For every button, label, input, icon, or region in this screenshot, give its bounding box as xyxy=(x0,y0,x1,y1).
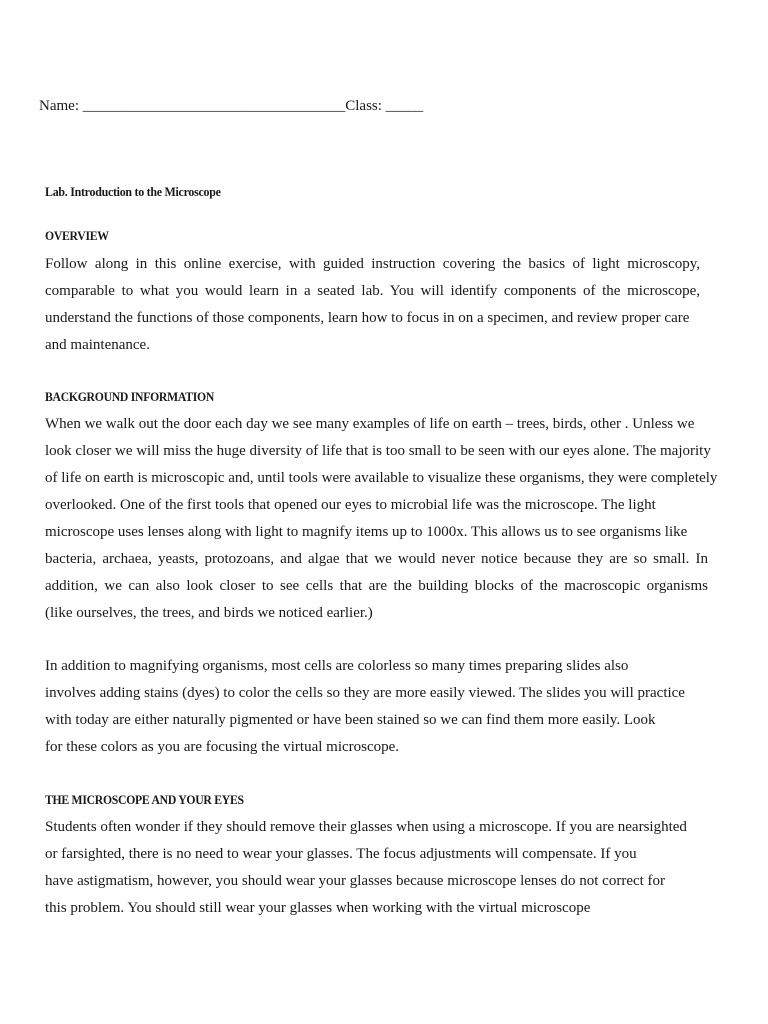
stains-line: In addition to magnifying organisms, most cells are colorless so many times preparing slides also xyxy=(45,658,629,674)
eyes-line: have astigmatism, however, you should wear your glasses because microscope lenses do not correct for xyxy=(45,873,666,889)
background-line: overlooked. One of the first tools that opened our eyes to microbial life was the microscope. The light xyxy=(45,497,656,513)
eyes-line: this problem. You should still wear your glasses when working with the virtual microscope xyxy=(45,900,591,916)
background-line: of life on earth is microscopic and, until tools were available to visualize these organisms, they were completely xyxy=(45,470,718,486)
overview-line: Follow along in this online exercise, with guided instruction covering the basics of light microscopy, xyxy=(45,256,700,272)
background-heading: BACKGROUND INFORMATION xyxy=(45,389,215,404)
name-class-line: Name: ___________________________________Class: _____ xyxy=(39,98,424,114)
background-line: microscope uses lenses along with light to magnify items up to 1000x. This allows us to see organisms like xyxy=(45,524,688,540)
stains-line: with today are either naturally pigmented or have been stained so we can find them more easily. Look xyxy=(45,712,656,728)
background-line: (like ourselves, the trees, and birds we noticed earlier.) xyxy=(45,605,373,621)
lab-title: Lab. Introduction to the Microscope xyxy=(45,184,221,199)
overview-line: and maintenance. xyxy=(45,337,150,353)
stains-line: involves adding stains (dyes) to color the cells so they are more easily viewed. The slides you will practice xyxy=(45,685,685,701)
eyes-line: Students often wonder if they should remove their glasses when using a microscope. If you are nearsighted xyxy=(45,819,687,835)
overview-line: understand the functions of those components, learn how to focus in on a specimen, and review proper care xyxy=(45,310,690,326)
eyes-heading: THE MICROSCOPE AND YOUR EYES xyxy=(45,792,244,807)
overview-heading: OVERVIEW xyxy=(45,228,109,243)
stains-line: for these colors as you are focusing the virtual microscope. xyxy=(45,739,400,755)
overview-line: comparable to what you would learn in a seated lab. You will identify components of the microscope, xyxy=(45,283,700,299)
background-line: When we walk out the door each day we see many examples of life on earth – trees, birds, other . Unless we xyxy=(45,416,695,432)
background-line: addition, we can also look closer to see cells that are the building blocks of the macroscopic organisms xyxy=(45,578,708,594)
eyes-line: or farsighted, there is no need to wear your glasses. The focus adjustments will compensate. If you xyxy=(45,846,637,862)
background-line: bacteria, archaea, yeasts, protozoans, and algae that we would never notice because they are so small. In xyxy=(45,551,708,567)
background-line: look closer we will miss the huge diversity of life that is too small to be seen with our eyes alone. The majority xyxy=(45,443,711,459)
